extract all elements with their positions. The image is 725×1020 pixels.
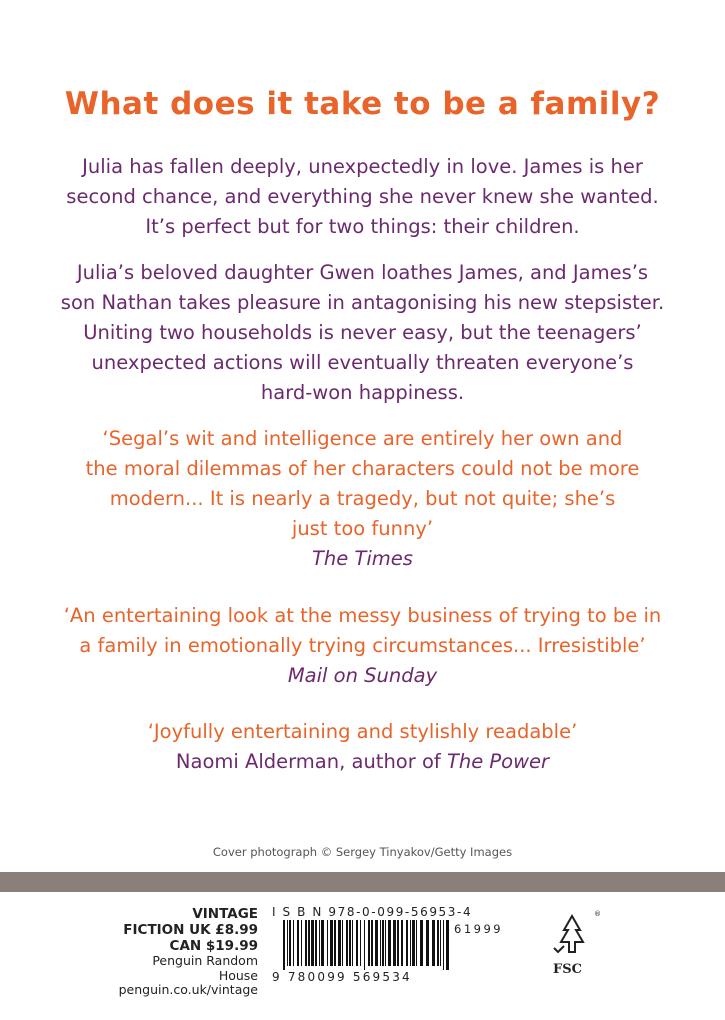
fsc-registered-mark: ® bbox=[594, 910, 601, 918]
barcode-bar bbox=[371, 920, 373, 966]
publisher-house: Penguin Random House bbox=[152, 953, 258, 983]
barcode-bar bbox=[360, 920, 361, 966]
barcode-bar bbox=[375, 920, 378, 966]
barcode-bar bbox=[293, 920, 294, 966]
review-quote-alderman bbox=[20, 717, 705, 777]
quote-source-title: The Power bbox=[446, 750, 550, 773]
category: FICTION bbox=[123, 922, 185, 938]
barcode-bar bbox=[349, 920, 351, 966]
price-can: CAN $19.99 bbox=[169, 938, 258, 954]
barcode-bar bbox=[368, 920, 370, 966]
barcode-bar bbox=[352, 920, 353, 966]
blurb-line: son Nathan takes pleasure in antagonising his new stepsister. bbox=[60, 291, 665, 314]
barcode bbox=[283, 920, 451, 970]
barcode-bar bbox=[334, 920, 336, 966]
barcode-bar bbox=[327, 920, 328, 966]
isbn-label: I S B N 978-0-099-56953-4 bbox=[272, 905, 473, 919]
barcode-bar bbox=[287, 920, 288, 966]
barcode-bar bbox=[380, 920, 381, 966]
barcode-bar bbox=[440, 920, 441, 966]
barcode-number: 9 780099 569534 bbox=[272, 970, 412, 984]
barcode-bar bbox=[420, 920, 423, 966]
blurb-line: Uniting two households is never easy, but the teenagers’ bbox=[83, 321, 642, 344]
quote-line: ‘Joyfully entertaining and stylishly readable’ bbox=[147, 720, 578, 743]
publisher-info bbox=[110, 906, 258, 998]
barcode-bar bbox=[338, 920, 341, 966]
barcode-bar bbox=[342, 920, 343, 966]
barcode-bar bbox=[443, 920, 444, 970]
blurb-line: second chance, and everything she never knew she wanted. bbox=[66, 185, 659, 208]
blurb-paragraph-1 bbox=[40, 152, 685, 242]
blurb-paragraph-2 bbox=[40, 258, 685, 408]
quote-source: The Times bbox=[312, 547, 413, 570]
barcode-bar bbox=[283, 920, 285, 970]
photo-credit: Cover photograph © Sergey Tinyakov/Getty Images bbox=[212, 845, 513, 859]
quote-source: Mail on Sunday bbox=[287, 664, 438, 687]
barcode-bar bbox=[297, 920, 299, 966]
price-uk-line bbox=[110, 922, 258, 938]
blurb-line: Julia has fallen deeply, unexpectedly in love. James is her bbox=[82, 155, 643, 178]
barcode-bar bbox=[356, 920, 358, 966]
barcode-bar bbox=[446, 920, 449, 970]
divider-band bbox=[0, 872, 725, 892]
quote-line: a family in emotionally trying circumstances... Irresistible’ bbox=[79, 634, 646, 657]
blurb-line: hard-won happiness. bbox=[260, 381, 465, 404]
barcode-bar bbox=[437, 920, 439, 966]
blurb-line: unexpected actions will eventually threaten everyone’s bbox=[91, 351, 634, 374]
barcode-bar bbox=[388, 920, 391, 966]
barcode-bar bbox=[406, 920, 408, 966]
quote-line: the moral dilemmas of her characters could not be more bbox=[85, 457, 640, 480]
barcode-bar bbox=[364, 920, 365, 970]
fsc-logo-icon bbox=[548, 910, 596, 960]
barcode-bar bbox=[311, 920, 314, 966]
publisher-url: penguin.co.uk/vintage bbox=[118, 982, 258, 997]
barcode-bar bbox=[412, 920, 415, 966]
barcode-bar bbox=[319, 920, 320, 966]
imprint: VINTAGE bbox=[192, 906, 258, 922]
barcode-bar bbox=[385, 920, 386, 966]
quote-line: ‘Segal’s wit and intelligence are entirely her own and bbox=[102, 427, 623, 450]
barcode-bar bbox=[305, 920, 307, 966]
blurb-line: Julia’s beloved daughter Gwen loathes James, and James’s bbox=[76, 261, 649, 284]
quote-line: modern... It is nearly a tragedy, but not quite; she’s bbox=[109, 487, 616, 510]
barcode-bar bbox=[432, 920, 435, 966]
barcode-bar bbox=[393, 920, 396, 966]
barcode-bar bbox=[410, 920, 411, 966]
barcode-bar bbox=[301, 920, 302, 966]
barcode-bar bbox=[346, 920, 348, 966]
review-quote-mail bbox=[20, 601, 705, 691]
review-quote-times bbox=[20, 424, 705, 574]
barcode-bar bbox=[426, 920, 429, 966]
barcode-bar bbox=[315, 920, 317, 966]
quote-line: ‘An entertaining look at the messy business of trying to be in bbox=[63, 604, 662, 627]
quote-line: just too funny’ bbox=[291, 517, 434, 540]
barcode-bar bbox=[397, 920, 399, 966]
barcode-bar bbox=[321, 920, 324, 966]
barcode-bar bbox=[401, 920, 403, 966]
barcode-bars bbox=[283, 920, 449, 970]
barcode-bar bbox=[289, 920, 291, 966]
blurb-line: It’s perfect but for two things: their children. bbox=[145, 215, 580, 238]
barcode-bar bbox=[308, 920, 310, 966]
headline: What does it take to be a family? bbox=[64, 86, 661, 122]
barcode-bar bbox=[416, 920, 417, 966]
price-uk: UK £8.99 bbox=[189, 922, 258, 938]
quote-source: Naomi Alderman, author of bbox=[175, 750, 447, 773]
fsc-label: FSC bbox=[553, 962, 582, 977]
barcode-bar bbox=[330, 920, 333, 966]
barcode-bar bbox=[382, 920, 384, 966]
price-code: 61999 bbox=[454, 922, 504, 936]
